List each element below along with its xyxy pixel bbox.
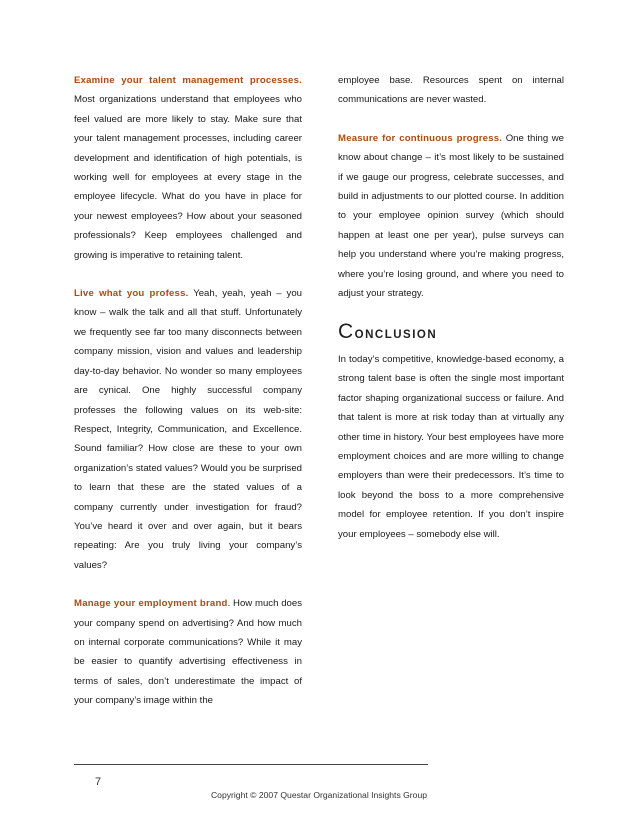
body-employment-brand: . How much does your company spend on advertising? And how much on internal corporate communications? While it may be easier to quantify advertising effectiveness in terms of sales, don’t underestimate the impact of your company’s image within the — [74, 598, 303, 707]
paragraph-employment-brand — [74, 594, 302, 710]
right-column — [338, 71, 564, 563]
heading-initial: C — [338, 320, 355, 344]
footer-divider — [74, 764, 428, 765]
body-continuation: employee base. Resources spent on internal communications are never wasted. — [338, 75, 564, 106]
body-talent-management: Most organizations understand that employees who feel valued are more likely to stay. Make sure that your talent management processes, including career development and identification of high potentials, is working well for employees at every stage in the employee lifecycle. What do you have in place for your newest employees? How about your seasoned professionals? Keep employees challenged and growing is imperative to retaining talent. — [74, 94, 302, 261]
lead-talent-management: Examine your talent management processes. — [74, 75, 302, 86]
paragraph-continuation — [338, 71, 564, 110]
lead-employment-brand: Manage your employment brand — [74, 598, 228, 610]
lead-live-what-you-profess: Live what you profess. — [74, 288, 189, 300]
paragraph-live-what-you-profess — [74, 284, 302, 575]
body-measure-progress: One thing we know about change – it’s most likely to be sustained if we gauge our progress, celebrate successes, and build in adjustments to our plotted course. In addition to your employee opinion survey (which should happen at least one per year), pulse surveys can help you understand where you’re making progress, where you’re losing ground, and where you need to adjust your strategy. — [338, 132, 565, 300]
paragraph-measure-progress — [338, 129, 564, 304]
heading-rest: ONCLUSION — [354, 329, 438, 342]
copyright-footer: Copyright © 2007 Questar Organizational Insights Group — [210, 790, 428, 800]
page-number: 7 — [95, 776, 102, 788]
left-column — [74, 71, 302, 730]
body-live-what-you-profess: Yeah, yeah, yeah – you know – walk the talk and all that stuff. Unfortunately we frequently see far too many disconnects between company mission, vision and values and leadership day-to-day behavior. No wonder so many employees are cynical. One highly successful company professes the following values on its web-site: Respect, Integrity, Communication, and Excellence. Sound familiar? How close are these to your own organization’s stated values? Would you be surprised to learn that these are the stated values of a company currently under investigation for fraud? You’ve heard it over and over again, but it bears repeating: Are you truly living your company’s values? — [74, 288, 302, 571]
section-heading-conclusion — [338, 322, 564, 345]
body-conclusion: In today’s competitive, knowledge-based economy, a strong talent base is often the single most important factor shaping organizational success or failure. And that talent is more at risk today than at virtually any other time in history. Your best employees have more employment choices and are more willing to change employers than were their predecessors. It’s time to look beyond the boss to a more comprehensive model for employee retention. If you don’t inspire your employees – somebody else will. — [338, 353, 564, 540]
lead-measure-progress: Measure for continuous progress. — [338, 132, 503, 144]
paragraph-conclusion — [338, 350, 564, 544]
paragraph-talent-management — [74, 71, 302, 265]
